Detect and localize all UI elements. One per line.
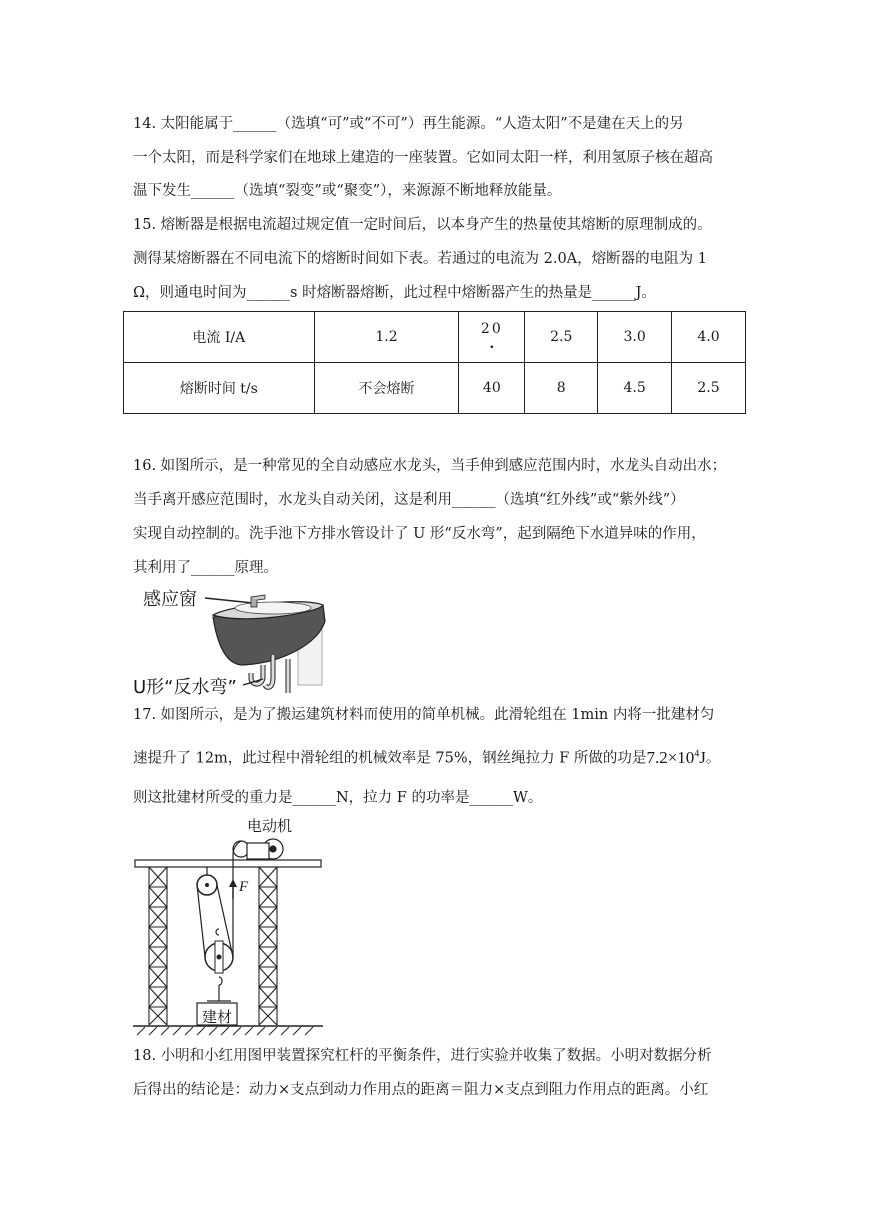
table-cell: 8 bbox=[525, 363, 598, 414]
table-cell-split bbox=[459, 312, 525, 363]
q18-line2: 后得出的结论是：动力×支点到动力作用点的距离＝阻力×支点到阻力作用点的距离。小红 bbox=[133, 1082, 709, 1098]
sensor-window-label: 感应窗 bbox=[143, 589, 197, 610]
table-cell: 4.0 bbox=[672, 312, 746, 363]
q17-line2-text: 速提升了 12m，此过程中滑轮组的机械效率是 75%，钢丝绳拉力 F 所做的功是 bbox=[133, 750, 647, 767]
table-row bbox=[124, 363, 746, 414]
q16-line3: 实现自动控制的。洗手池下方排水管设计了 U 形“反水弯”，起到隔绝下水道异味的作用， bbox=[133, 526, 706, 542]
motor-icon bbox=[233, 839, 283, 859]
work-value: $7.2\times 10^4J$ bbox=[646, 747, 706, 767]
table-cell: 40 bbox=[459, 363, 525, 414]
table-cell-value: 20 bbox=[480, 321, 503, 337]
left-tower bbox=[149, 867, 167, 1025]
q17-line2 bbox=[133, 744, 743, 769]
q17-line1: 17. 如图所示，是为了搬运建筑材料而使用的简单机械。此滑轮组在 1min 内将一批建材匀 bbox=[133, 707, 715, 723]
top-beam bbox=[135, 860, 321, 867]
q16-line4: 其利用了______原理。 bbox=[133, 560, 278, 576]
table-cell: 2.5 bbox=[672, 363, 746, 414]
table-cell: 1.2 bbox=[314, 312, 459, 363]
q17-line3: 则这批建材所受的重力是______N，拉力 F 的功率是______W。 bbox=[133, 790, 543, 806]
q14-line1: 14. 太阳能属于______（选填“可”或“不可”）再生能源。“人造太阳”不是建在天上的另 bbox=[133, 116, 684, 132]
u-trap-label: U形“反水弯” bbox=[133, 677, 237, 698]
force-arrowhead bbox=[229, 879, 237, 887]
sink-figure bbox=[133, 585, 333, 698]
table-header-time: 熔断时间 t/s bbox=[124, 363, 315, 414]
fuse-table bbox=[123, 311, 746, 414]
table-cell: 4.5 bbox=[598, 363, 672, 414]
motor-label: 电动机 bbox=[247, 817, 293, 835]
q16-line2: 当手离开感应范围时，水龙头自动关闭，这是利用______（选填“红外线”或“紫外线”） bbox=[133, 492, 685, 508]
pulley-figure bbox=[133, 815, 323, 1037]
table-cell-dot: . bbox=[489, 336, 495, 352]
fixed-pulley-icon bbox=[197, 867, 217, 895]
table-row bbox=[124, 312, 746, 363]
material-label: 建材 bbox=[202, 1008, 233, 1026]
q15-line1: 15. 熔断器是根据电流超过规定值一定时间后，以本身产生的热量使其熔断的原理制成的。 bbox=[133, 217, 712, 233]
table-cell: 2.5 bbox=[525, 312, 598, 363]
window-pointer-line bbox=[205, 598, 253, 603]
table-cell: 不会熔断 bbox=[314, 363, 459, 414]
ground-hatch bbox=[137, 1027, 313, 1035]
q18-line1: 18. 小明和小红用图甲装置探究杠杆的平衡条件，进行实验并收集了数据。小明对数据分析 bbox=[133, 1048, 712, 1064]
q16-line1: 16. 如图所示，是一种常见的全自动感应水龙头，当手伸到感应范围内时，水龙头自动出水； bbox=[133, 458, 727, 474]
table-header-current: 电流 I/A bbox=[124, 312, 315, 363]
q17-line2-end: 。 bbox=[705, 750, 721, 767]
basin-bowl bbox=[235, 602, 311, 614]
q15-line2: 测得某熔断器在不同电流下的熔断时间如下表。若通过的电流为 2.0A，熔断器的电阻为 1 bbox=[133, 251, 707, 267]
right-tower bbox=[259, 867, 277, 1025]
q14-line2: 一个太阳，而是科学家们在地球上建造的一座装置。它如同太阳一样，利用氢原子核在超高 bbox=[133, 150, 713, 166]
table-cell: 3.0 bbox=[598, 312, 672, 363]
pulley-illustration bbox=[133, 815, 323, 1037]
q14-line3: 温下发生______（选填“裂变”或“聚变”），来源源不断地释放能量。 bbox=[133, 183, 562, 199]
force-label: F bbox=[239, 879, 249, 895]
q15-line3: Ω，则通电时间为______s 时熔断器熔断，此过程中熔断器产生的热量是______J。 bbox=[133, 285, 656, 301]
